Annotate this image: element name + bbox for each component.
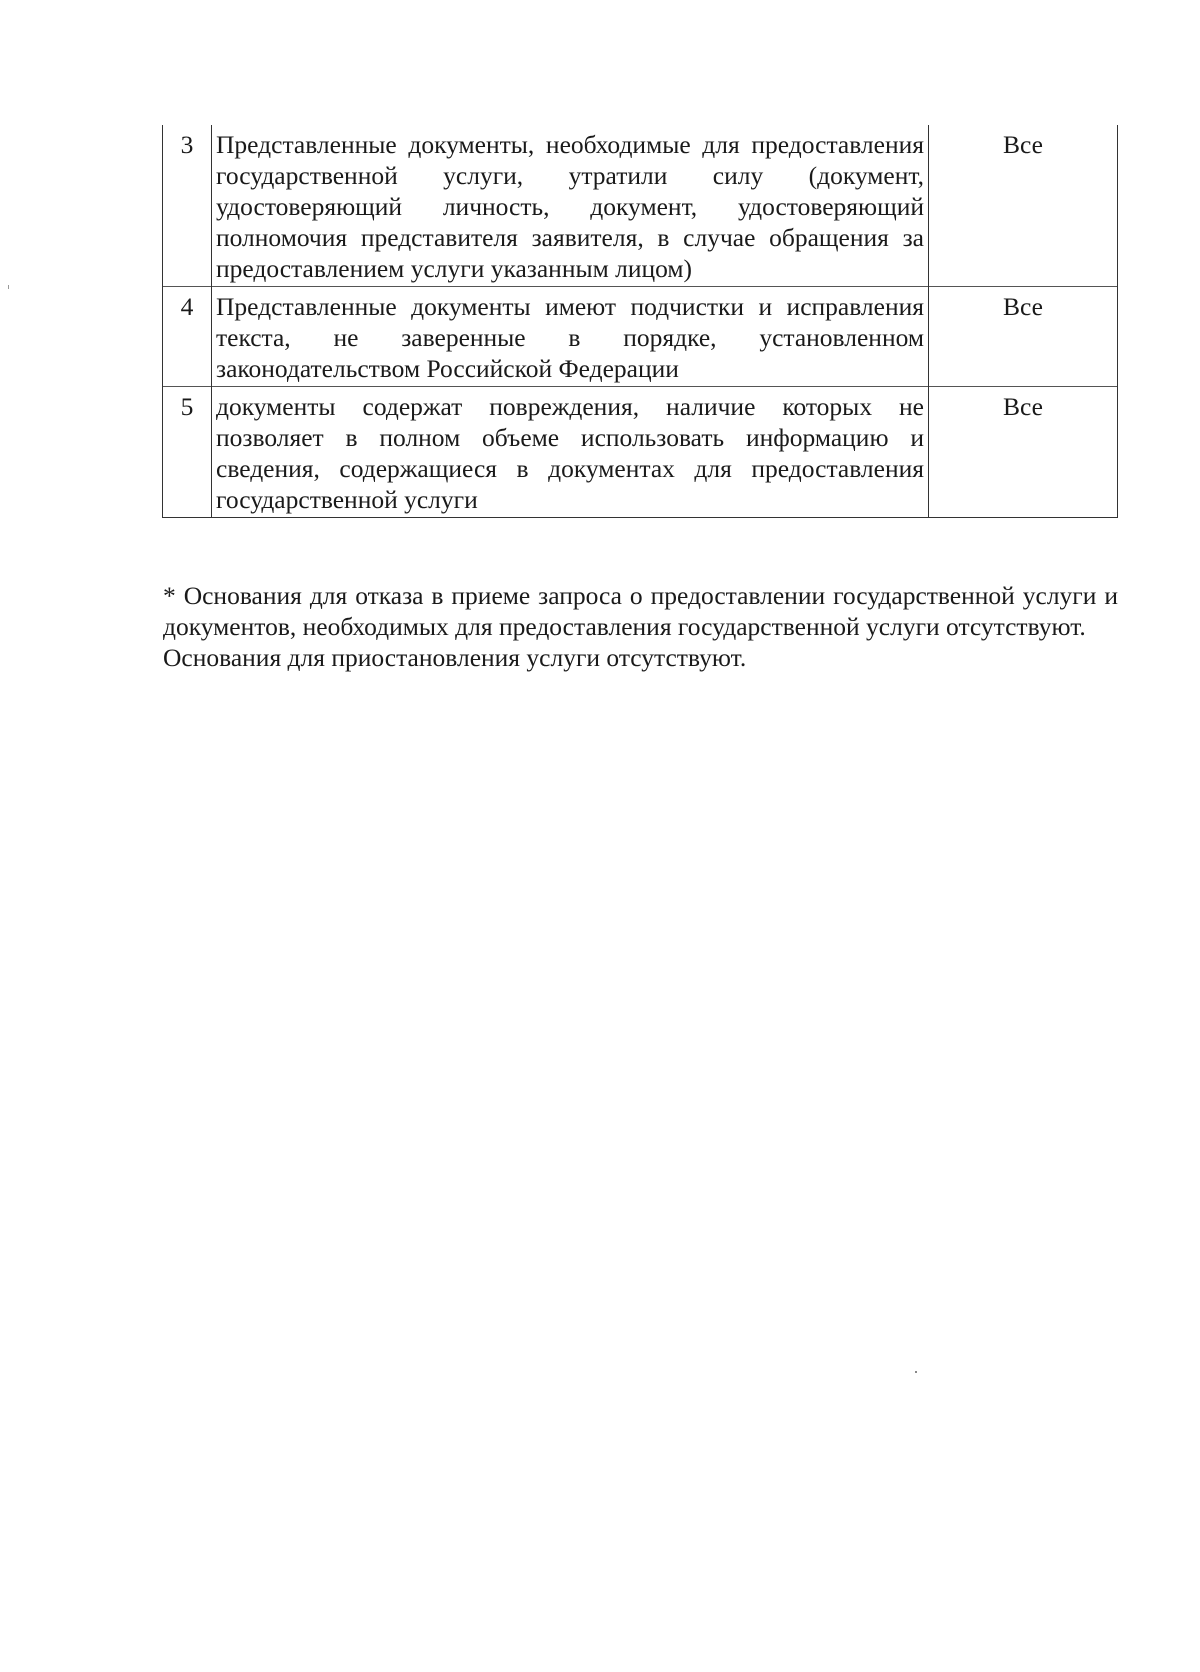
refusal-note: * Основания для отказа в приеме запроса о предоставлении государственной услуги и документов, необходимых для предоставления государственной услуги отсутствуют. — [163, 581, 1118, 641]
suspension-note: Основания для приостановления услуги отсутствуют. — [163, 643, 747, 672]
row-applies-to: Все — [929, 387, 1118, 518]
row-ground-text: Представленные документы имеют подчистки и исправления текста, не заверенные в порядке, установленном законодательством Российской Федерации — [212, 287, 929, 387]
row-applies-to: Все — [929, 287, 1118, 387]
notes-block — [163, 580, 1118, 673]
row-number: 5 — [163, 387, 212, 518]
table-row — [163, 387, 1118, 518]
row-applies-to: Все — [929, 125, 1118, 287]
scan-artifact — [8, 285, 9, 289]
table-row — [163, 287, 1118, 387]
row-ground-text: документы содержат повреждения, наличие которых не позволяет в полном объеме использовать информацию и сведения, содержащиеся в документах для предоставления государственной услуги — [212, 387, 929, 518]
row-number: 4 — [163, 287, 212, 387]
row-ground-text: Представленные документы, необходимые для предоставления государственной услуги, утратили силу (документ, удостоверяющий личность, документ, удостоверяющий полномочия представителя заявителя, в случае обращения за предоставлением услуги указанным лицом) — [212, 125, 929, 287]
table-row — [163, 125, 1118, 287]
grounds-table — [162, 125, 1118, 518]
row-number: 3 — [163, 125, 212, 287]
scan-artifact — [915, 1371, 917, 1373]
